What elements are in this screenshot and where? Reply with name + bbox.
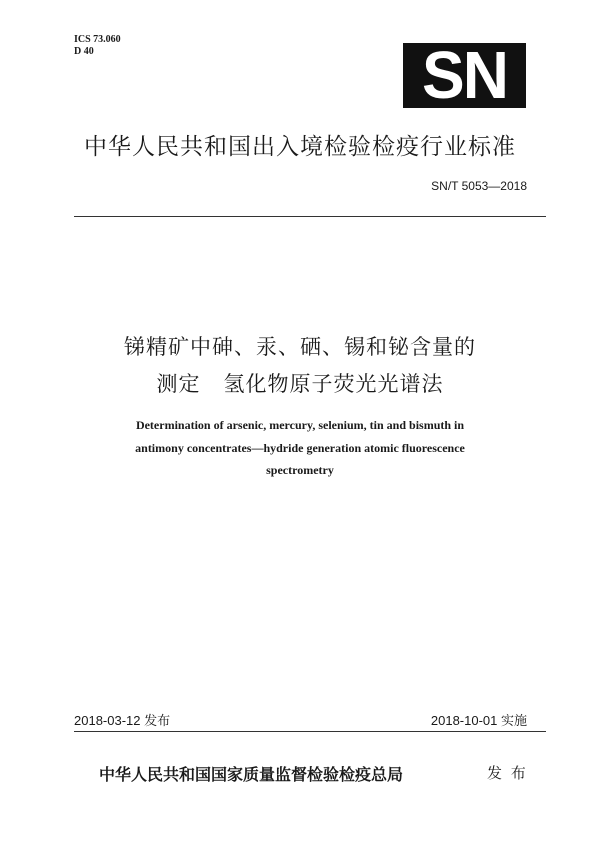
- classification-codes: [74, 34, 121, 58]
- issuing-label: 发 布: [487, 764, 528, 782]
- sn-logo: [403, 37, 526, 113]
- ics-code: ICS 73.060: [74, 34, 121, 45]
- chinese-title-line-2: 测定 氢化物原子荧光光谱法: [156, 372, 444, 396]
- english-title-line-3: spectrometry: [266, 463, 334, 477]
- bottom-divider: [74, 731, 546, 732]
- ccs-code: D 40: [74, 46, 94, 57]
- top-divider: [74, 216, 546, 217]
- implementation-date: 2018-10-01 实施: [430, 713, 527, 728]
- english-title-line-1: Determination of arsenic, mercury, selenium, tin and bismuth in: [135, 418, 465, 432]
- sn-logo-text: SN: [422, 37, 507, 113]
- standard-category-title: 中华人民共和国出入境检验检疫行业标准: [84, 134, 516, 160]
- issue-date: 2018-03-12 发布: [74, 713, 171, 728]
- issuing-authority: 中华人民共和国国家质量监督检验检疫总局: [99, 765, 404, 784]
- standard-number: SN/T 5053—2018: [431, 179, 527, 193]
- english-title-line-2: antimony concentrates—hydride generation atomic fluorescence: [135, 441, 465, 455]
- chinese-title-line-1: 锑精矿中砷、汞、硒、锡和铋含量的: [124, 335, 476, 359]
